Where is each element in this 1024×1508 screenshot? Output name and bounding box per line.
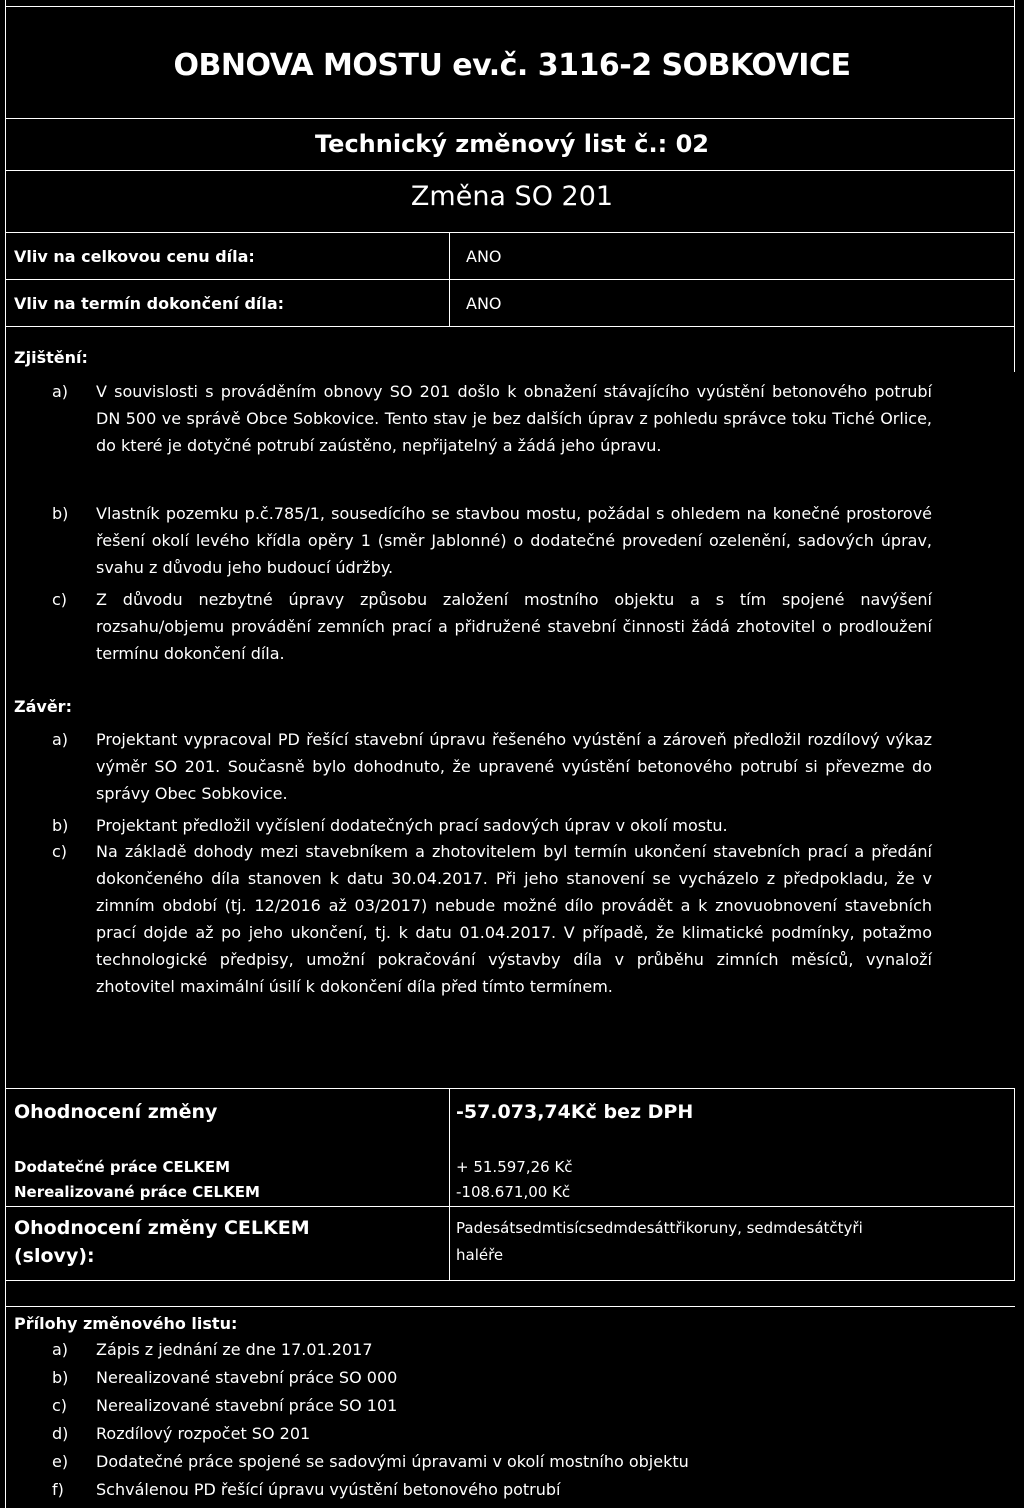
conclusion-a-text: Projektant vypracoval PD řešící stavební úpravu řešeného vyústění a zároveň předložil rozdílový výkaz výměr SO 201. Současně bylo dohodnuto, že upravené vyústění betonového potrubí si převezme do správy Obec Sobkovice. [96,730,932,803]
rule-sheet [5,170,1015,171]
attachment-b [52,1368,397,1387]
left-border [5,0,6,1508]
extra-work-value: + 51.597,26 Kč [456,1158,573,1176]
document-title: OBNOVA MOSTU ev.č. 3116-2 SOBKOVICE [173,48,851,83]
attachment-e-text: Dodatečné práce spojené se sadovými úpravami v okolí mostního objektu [96,1452,689,1471]
attachment-f-text: Schválenou PD řešící úpravu vyústění betonového potrubí [96,1480,561,1499]
finding-b-text: Vlastník pozemku p.č.785/1, sousedícího se stavbou mostu, požádal s ohledem na konečné prostorové řešení okolí levého křídla opěry 1 (směr Jablonné) o dodatečné provedení ozelenění, sadových úprav, svahu z důvodu jeho budoucí údržby. [96,504,932,577]
conclusion-heading: Závěr: [14,697,72,716]
attachment-e-letter: e) [52,1452,69,1471]
total-in-words-line2: haléře [456,1246,504,1264]
total-label-line2: (slovy): [14,1245,95,1267]
rule-term [5,326,1015,327]
attachment-f-letter: f) [52,1480,64,1499]
rule-attachments [5,1306,1015,1307]
attachment-b-text: Nerealizované stavební práce SO 000 [96,1368,398,1387]
term-impact-label: Vliv na termín dokončení díla: [14,294,285,313]
price-impact-value: ANO [466,247,502,266]
findings-heading: Zjištění: [14,348,88,367]
attachment-a [52,1340,373,1359]
attachment-c [52,1396,397,1415]
eval-divider [449,1088,450,1280]
impact-divider [449,232,450,326]
term-impact-value: ANO [466,294,502,313]
finding-a-letter: a) [52,382,69,401]
conclusion-c-text: Na základě dohody mezi stavebníkem a zhotovitelem byl termín ukončení stavebních prací a předání dokončeného díla stanoven k datu 30.04.2017. Při jeho stanovení se vycházelo z předpokladu, že v zimním období (tj. 12/2016 až 03/2017) nebude možné dílo provádět a k znovuobnovení stavebních prací dojde až po jeho ukončení, tj. k datu 01.04.2017. V případě, že klimatické podmínky, potažmo technologické předpisy, umožní pokračování výstavby díla v průběhu zimních měsíců, vynaloží zhotovitel maximální úsilí k dokončení díla před tímto termínem. [96,842,932,996]
rule-eval-top [5,1088,1015,1089]
attachment-c-text: Nerealizované stavební práce SO 101 [96,1396,398,1415]
attachment-f [52,1480,560,1499]
finding-c-letter: c) [52,590,68,609]
finding-a-text: V souvislosti s prováděním obnovy SO 201 došlo k obnažení stávajícího vyústění betonového potrubí DN 500 ve správě Obce Sobkovice. Tento stav je bez dalších úprav z pohledu správce toku Tiché Orlice, do které je dotyčné potrubí zaústěno, nepřijatelný a žádá jeho úpravu. [96,382,932,455]
evaluation-value: -57.073,74Kč bez DPH [456,1101,694,1123]
conclusion-b-text: Projektant předložil vyčíslení dodatečných prací sadových úprav v okolí mostu. [96,816,728,835]
conclusion-a [52,726,932,810]
attachments-heading: Přílohy změnového listu: [14,1314,238,1333]
rule-top [5,6,1015,7]
attachment-c-letter: c) [52,1396,68,1415]
evaluation-label: Ohodnocení změny [14,1101,218,1123]
total-in-words-line1: Padesátsedmtisícsedmdesáttřikoruny, sedmdesátčtyři [456,1219,863,1237]
unrealized-work-label: Nerealizované práce CELKEM [14,1183,260,1201]
rule-eval-mid [5,1206,1015,1207]
finding-a [52,378,932,490]
attachment-d-letter: d) [52,1424,69,1443]
conclusion-b [52,812,932,840]
price-impact-label: Vliv na celkovou cenu díla: [14,247,255,266]
attachment-a-letter: a) [52,1340,69,1359]
total-label-line1: Ohodnocení změny CELKEM [14,1217,310,1239]
unrealized-work-value: -108.671,00 Kč [456,1183,571,1201]
finding-b-letter: b) [52,504,69,523]
finding-c [52,586,932,670]
change-name: Změna SO 201 [410,181,614,212]
rule-eval-bottom [5,1280,1015,1281]
attachment-a-text: Zápis z jednání ze dne 17.01.2017 [96,1340,373,1359]
rule-title [5,118,1015,119]
finding-c-text: Z důvodu nezbytné úpravy způsobu založení mostního objektu a s tím spojené navýšení rozsahu/objemu provádění zemních prací a přidružené stavební činnosti žádá zhotovitel o prodloužení termínu dokončení díla. [96,590,932,663]
attachment-b-letter: b) [52,1368,69,1387]
extra-work-label: Dodatečné práce CELKEM [14,1158,231,1176]
rule-change [5,232,1015,233]
rule-price [5,279,1015,280]
conclusion-c [52,838,932,1038]
attachment-e [52,1452,689,1471]
sheet-number: Technický změnový list č.: 02 [314,130,709,158]
conclusion-a-letter: a) [52,730,69,749]
attachment-d-text: Rozdílový rozpočet SO 201 [96,1424,311,1443]
conclusion-b-letter: b) [52,816,69,835]
right-border-eval [1014,1088,1015,1280]
finding-b [52,500,932,584]
conclusion-c-letter: c) [52,842,68,861]
attachment-d [52,1424,310,1443]
